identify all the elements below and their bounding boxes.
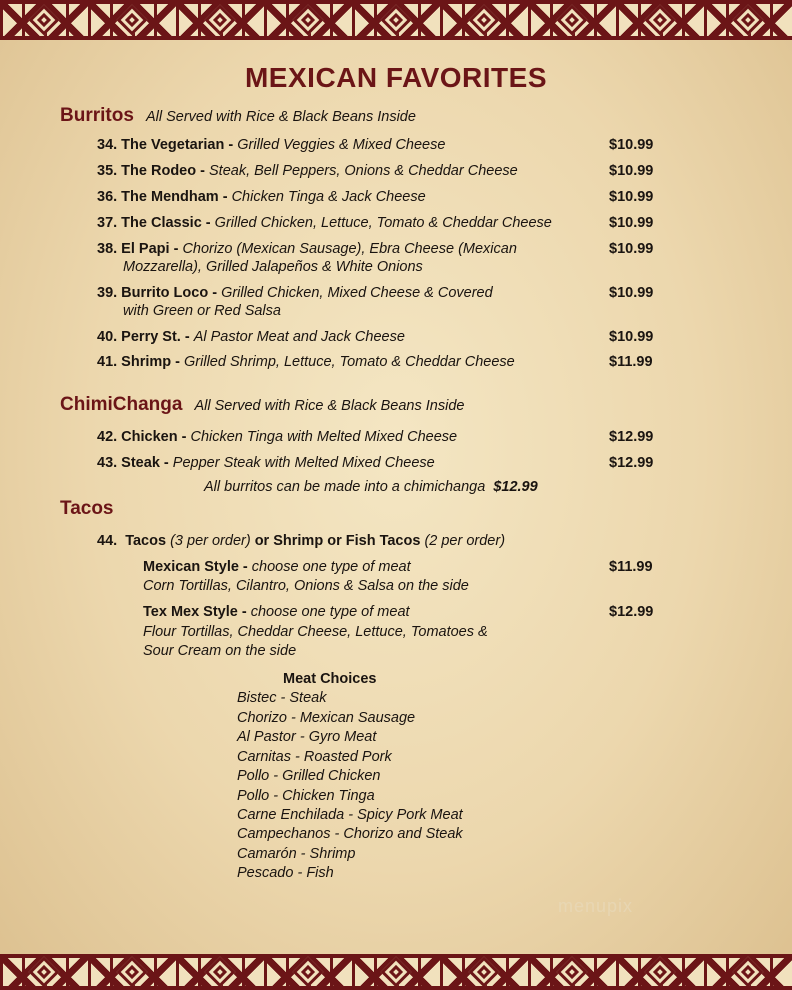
meat-choice: Bistec - Steak [237, 690, 327, 706]
menu-item [97, 136, 445, 154]
menu-item [97, 162, 518, 180]
tacos-heading: Tacos [60, 498, 114, 519]
chimichanga-section-header [60, 396, 464, 415]
option-note: choose one type of meat [250, 604, 410, 620]
item-name: 38. El Papi - [97, 241, 179, 257]
footnote-price: $12.99 [493, 479, 538, 495]
item-price: $12.99 [609, 455, 654, 471]
meat-choice: Camarón - Shrimp [237, 846, 356, 862]
item-desc: Al Pastor Meat and Jack Cheese [193, 329, 405, 345]
item-desc: Chorizo (Mexican Sausage), Ebra Cheese (Mexican [182, 241, 517, 257]
item-name: 41. Shrimp - [97, 354, 180, 370]
option-desc-cont: Sour Cream on the side [143, 643, 297, 659]
item-desc: Grilled Chicken, Mixed Cheese & Covered [221, 285, 493, 301]
item-price: $10.99 [609, 285, 654, 301]
diamond-ornament-icon [116, 4, 147, 35]
item-desc: Grilled Shrimp, Lettuce, Tomato & Cheddar Cheese [184, 354, 515, 370]
footnote-text: All burritos can be made into a chimichanga [204, 479, 486, 495]
page-title: MEXICAN FAVORITES [244, 62, 547, 93]
diamond-ornament-icon [292, 4, 323, 35]
diamond-ornament-icon [380, 956, 411, 987]
diamond-ornament-icon [644, 4, 675, 35]
item-price: $10.99 [609, 137, 654, 153]
diamond-ornament-icon [204, 4, 235, 35]
meat-choice: Chorizo - Mexican Sausage [237, 710, 416, 726]
menu-item [97, 284, 493, 302]
texmex-style-option [143, 603, 410, 621]
item-price: $10.99 [609, 163, 654, 179]
item-name: 34. The Vegetarian - [97, 137, 234, 153]
mexican-style-option [143, 558, 411, 576]
diamond-ornament-icon [468, 956, 499, 987]
item-name: 43. Steak - [97, 455, 169, 471]
burritos-section-header [60, 107, 416, 126]
menu-item [97, 240, 517, 258]
watermark: menupix [558, 896, 634, 916]
item-desc-cont: with Green or Red Salsa [123, 303, 281, 319]
item-name: 35. The Rodeo - [97, 163, 205, 179]
menu-item [97, 353, 515, 371]
tacos-item [97, 532, 505, 550]
menu-item [97, 454, 435, 472]
item-name: Tacos [125, 533, 167, 549]
option-name: Tex Mex Style - [143, 604, 247, 620]
item-desc: Pepper Steak with Melted Mixed Cheese [172, 455, 435, 471]
item-desc-cont: Mozzarella), Grilled Jalapeños & White Onions [123, 259, 423, 275]
item-name: 42. Chicken - [97, 429, 187, 445]
item-price: $11.99 [609, 354, 653, 370]
menu-item [97, 188, 426, 206]
item-price: $10.99 [609, 329, 654, 345]
diamond-ornament-icon [468, 4, 499, 35]
diamond-ornament-icon [732, 956, 763, 987]
item-desc: Steak, Bell Peppers, Onions & Cheddar Cheese [209, 163, 518, 179]
diamond-ornament-icon [556, 956, 587, 987]
meat-choice: Carne Enchilada - Spicy Pork Meat [237, 807, 463, 823]
menu-item [97, 428, 457, 446]
diamond-ornament-icon [644, 956, 675, 987]
item-desc: Grilled Veggies & Mixed Cheese [237, 137, 446, 153]
item-price: $12.99 [609, 429, 654, 445]
diamond-ornament-icon [204, 956, 235, 987]
item-name: 37. The Classic - [97, 215, 211, 231]
chimichanga-note: All Served with Rice & Black Beans Inside [194, 398, 465, 414]
meat-choice: Pollo - Grilled Chicken [237, 768, 381, 784]
item-price: $10.99 [609, 189, 654, 205]
bottom-decorative-border [0, 954, 792, 990]
chimichanga-footnote [204, 478, 538, 496]
item-price: $10.99 [609, 241, 654, 257]
item-name: 39. Burrito Loco - [97, 285, 218, 301]
item-price: $11.99 [609, 559, 653, 575]
item-qty-note: (2 per order) [424, 533, 506, 549]
item-name-alt: or Shrimp or Fish Tacos [254, 533, 421, 549]
burritos-heading: Burritos [60, 105, 134, 126]
top-decorative-border [0, 0, 792, 40]
item-desc: Chicken Tinga with Melted Mixed Cheese [190, 429, 458, 445]
item-desc: Grilled Chicken, Lettuce, Tomato & Cheddar Cheese [214, 215, 552, 231]
item-number: 44. [97, 533, 118, 549]
diamond-ornament-icon [28, 4, 59, 35]
diamond-ornament-icon [116, 956, 147, 987]
menu-item [97, 214, 552, 232]
meat-choice: Carnitas - Roasted Pork [237, 749, 392, 765]
meat-choice: Pollo - Chicken Tinga [237, 788, 375, 804]
option-note: choose one type of meat [251, 559, 411, 575]
diamond-ornament-icon [556, 4, 587, 35]
diamond-ornament-icon [732, 4, 763, 35]
meat-choice: Pescado - Fish [237, 865, 334, 881]
option-name: Mexican Style - [143, 559, 248, 575]
item-price: $10.99 [609, 215, 654, 231]
item-qty-note: (3 per order) [170, 533, 251, 549]
meat-choice: Campechanos - Chorizo and Steak [237, 826, 463, 842]
item-name: 36. The Mendham - [97, 189, 228, 205]
item-name: 40. Perry St. - [97, 329, 190, 345]
meat-choice: Al Pastor - Gyro Meat [237, 729, 377, 745]
item-desc: Chicken Tinga & Jack Cheese [231, 189, 426, 205]
meat-choices-heading: Meat Choices [283, 671, 377, 687]
option-desc: Flour Tortillas, Cheddar Cheese, Lettuce, Tomatoes & [143, 624, 488, 640]
item-price: $12.99 [609, 604, 654, 620]
diamond-ornament-icon [28, 956, 59, 987]
burritos-note: All Served with Rice & Black Beans Inside [145, 109, 416, 125]
diamond-ornament-icon [292, 956, 323, 987]
menu-item [97, 328, 405, 346]
chimichanga-heading: ChimiChanga [60, 394, 183, 415]
diamond-ornament-icon [380, 4, 411, 35]
option-desc: Corn Tortillas, Cilantro, Onions & Salsa on the side [143, 578, 469, 594]
